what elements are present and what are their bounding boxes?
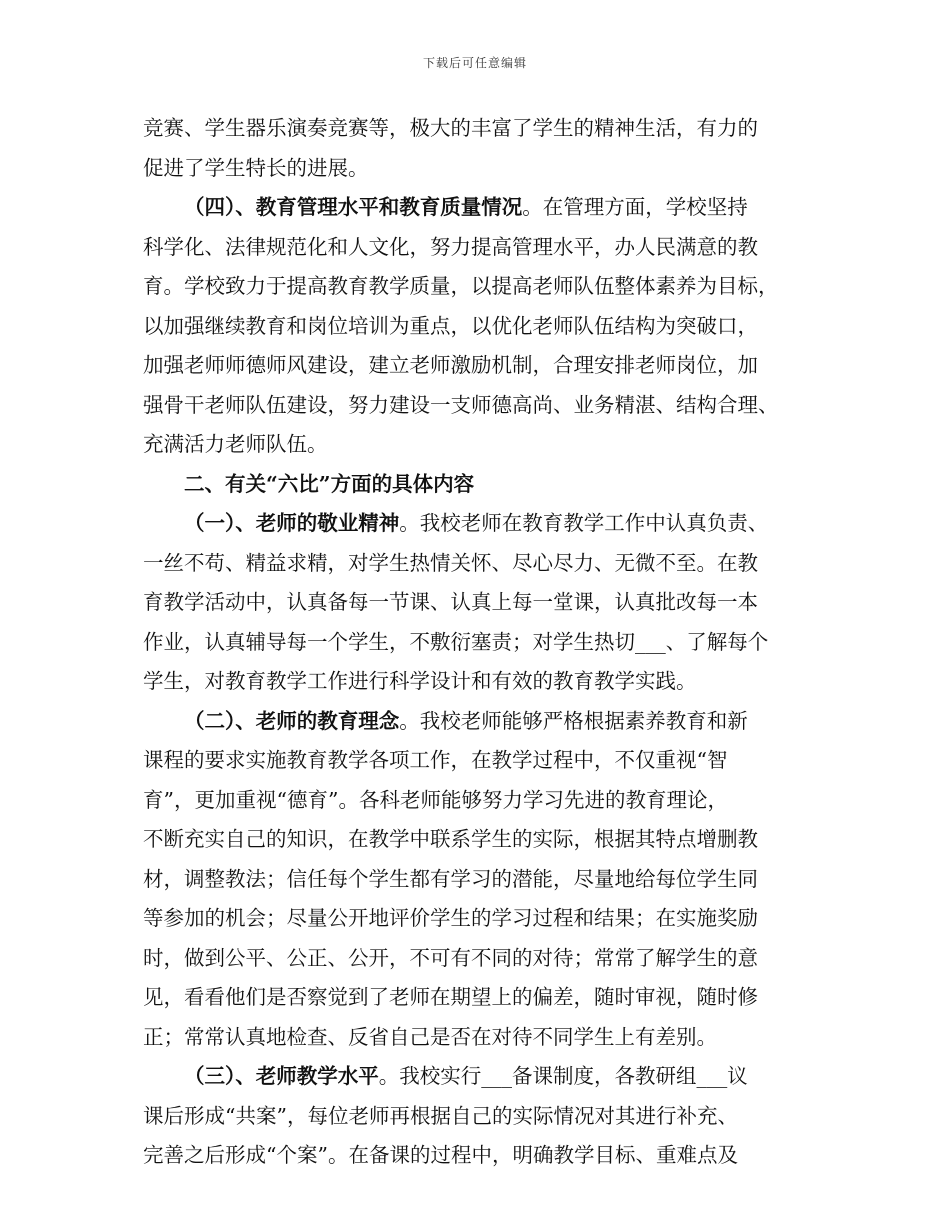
section-heading: （四）、教育管理水平和教育质量情况	[184, 195, 523, 219]
section-heading: （三）、老师教学水平	[184, 1064, 379, 1088]
text-line	[143, 386, 833, 426]
body-text: 见，看看他们是否察觉到了老师在期望上的偏差，随时审视，随时修	[143, 985, 758, 1009]
body-text: 。在管理方面，学校坚持	[522, 195, 748, 219]
body-text: 。我校实行___备课制度，各教研组___议	[378, 1064, 748, 1088]
body-text: 课后形成“共案”，每位老师再根据自己的实际情况对其进行补充、	[143, 1103, 738, 1128]
section-heading: （一）、老师的敬业精神	[184, 511, 400, 535]
text-line	[143, 465, 833, 505]
text-line	[143, 1136, 833, 1176]
text-line	[143, 504, 833, 544]
body-text: 正；常常认真地检查、反省自己是否在对待不同学生上有差别。	[143, 1024, 717, 1049]
text-line	[143, 781, 833, 821]
text-line	[143, 899, 833, 939]
body-text: 育教学活动中，认真备每一节课、认真上每一堂课，认真批改每一本	[143, 590, 758, 614]
text-line	[143, 939, 833, 979]
section-heading: （二）、老师的教育理念	[184, 708, 400, 733]
document-body	[143, 109, 833, 1176]
text-line	[143, 267, 833, 307]
body-text: 充满活力老师队伍。	[143, 432, 328, 456]
body-text: 科学化、法律规范化和人文化，努力提高管理水平，办人民满意的教	[143, 234, 758, 259]
text-line	[143, 583, 833, 623]
section-heading: 二、有关“六比”方面的具体内容	[184, 471, 475, 496]
body-text: 育”，更加重视“德育”。各科老师能够努力学习先进的教育理论，	[143, 787, 728, 812]
body-text: 不断充实自己的知识，在教学中联系学生的实际，根据其特点增删教	[143, 827, 758, 851]
text-line	[143, 425, 833, 465]
text-line	[143, 662, 833, 702]
body-text: 。我校老师能够严格根据素养教育和新	[399, 708, 748, 733]
body-text: 一丝不苟、精益求精，对学生热情关怀、尽心尽力、无微不至。在教	[143, 550, 758, 575]
body-text: 课程的要求实施教育教学各项工作，在教学过程中，不仅重视“智	[143, 748, 728, 772]
body-text: 加强老师师德师风建设，建立老师激励机制，合理安排老师岗位，加	[143, 353, 758, 377]
body-text: 等参加的机会；尽量公开地评价学生的学习过程和结果；在实施奖励	[143, 906, 758, 930]
text-line	[143, 109, 833, 149]
text-line	[143, 346, 833, 386]
text-line	[143, 860, 833, 900]
text-line	[143, 1018, 833, 1058]
text-line	[143, 149, 833, 189]
text-line	[143, 741, 833, 781]
text-line	[143, 978, 833, 1018]
body-text: 完善之后形成“个案”。在备课的过程中，明确教学目标、重难点及	[143, 1143, 738, 1167]
text-line	[143, 228, 833, 268]
body-text: 强骨干老师队伍建设，努力建设一支师德高尚、业务精湛、结构合理、	[143, 392, 779, 417]
body-text: 作业，认真辅导每一个学生，不敷衍塞责；对学生热切___、了解每个	[143, 629, 769, 654]
body-text: 育。学校致力于提高教育教学质量，以提高老师队伍整体素养为目标，	[143, 274, 779, 298]
text-line	[143, 820, 833, 860]
body-text: 学生，对教育教学工作进行科学设计和有效的教育教学实践。	[143, 669, 697, 693]
text-line	[143, 188, 833, 228]
body-text: 以加强继续教育和岗位培训为重点，以优化老师队伍结构为突破口，	[143, 313, 758, 338]
body-text: 竞赛、学生器乐演奏竞赛等，极大的丰富了学生的精神生活，有力的	[143, 116, 758, 140]
text-line	[143, 623, 833, 663]
text-line	[143, 307, 833, 347]
text-line	[143, 544, 833, 584]
body-text: 材，调整教法；信任每个学生都有学习的潜能，尽量地给每位学生同	[143, 866, 758, 891]
text-line	[143, 1097, 833, 1137]
text-line	[143, 702, 833, 742]
body-text: 。我校老师在教育教学工作中认真负责、	[399, 511, 769, 535]
body-text: 促进了学生特长的进展。	[143, 155, 369, 180]
body-text: 时，做到公平、公正、公开，不可有不同的对待；常常了解学生的意	[143, 945, 758, 970]
page-header: 下载后可任意编辑	[422, 56, 527, 70]
text-line	[143, 1057, 833, 1097]
